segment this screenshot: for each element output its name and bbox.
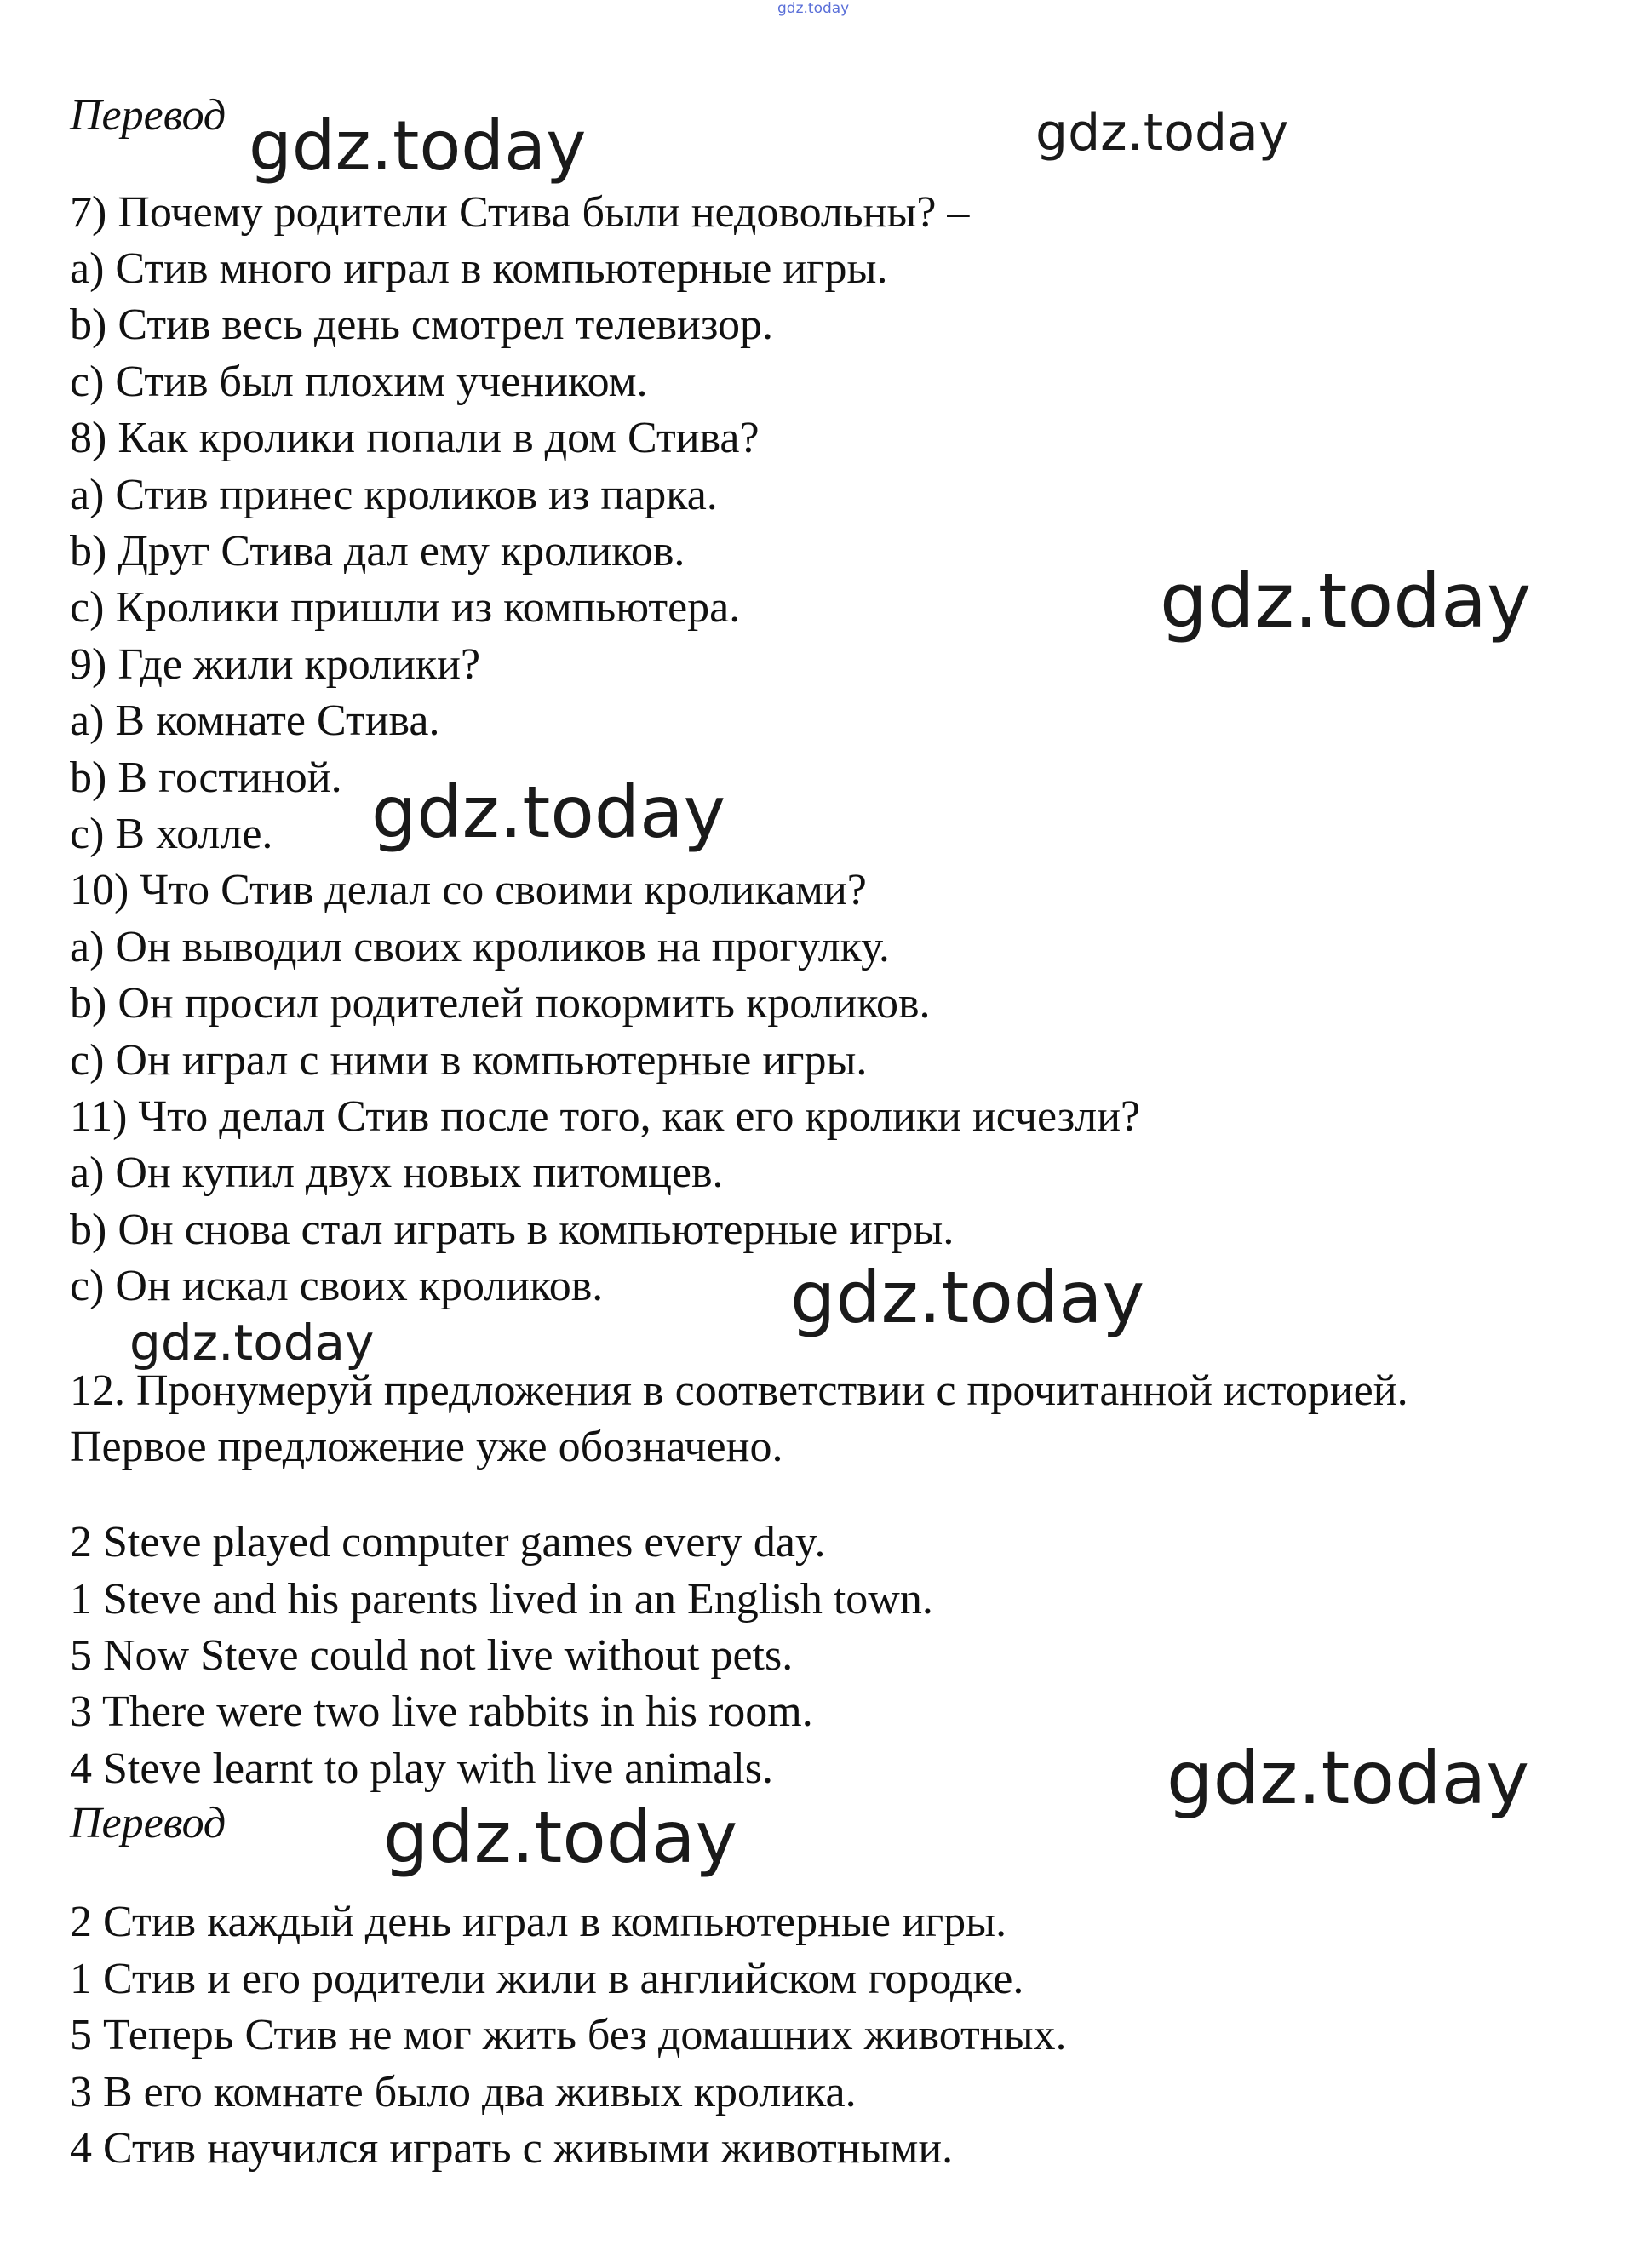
translation-sentence: 3 В его комнате было два живых кролика. [70,2068,857,2116]
answer-8b: b) Друг Стива дал ему кроликов. [70,527,685,576]
answer-10a: a) Он выводил своих кроликов на прогулку. [70,923,890,971]
watermark: gdz.today [1167,1736,1530,1821]
task-12-instruction: 12. Пронумеруй предложения в соответствии с прочитанной историей. [70,1366,1408,1415]
answer-9a: a) В комнате Стива. [70,696,440,745]
watermark: gdz.today [1160,557,1532,644]
english-sentence: 2 Steve played computer games every day. [70,1518,826,1566]
answer-10c: c) Он играл с ними в компьютерные игры. [70,1036,868,1085]
watermark: gdz.today [249,106,587,186]
translation-sentence: 2 Стив каждый день играл в компьютерные игры. [70,1898,1007,1946]
section-heading-translation-2: Перевод [70,1799,226,1847]
answer-11a: a) Он купил двух новых питомцев. [70,1148,724,1197]
task-12-instruction-cont: Первое предложение уже обозначено. [70,1423,783,1471]
watermark-top: gdz.today [777,0,850,17]
answer-7c: c) Стив был плохим учеником. [70,358,648,406]
question-8: 8) Как кролики попали в дом Стива? [70,414,760,462]
answer-8a: a) Стив принес кроликов из парка. [70,471,718,519]
watermark: gdz.today [1035,103,1289,163]
translation-sentence: 4 Стив научился играть с живыми животными. [70,2124,954,2173]
watermark: gdz.today [371,770,726,854]
question-11: 11) Что делал Стив после того, как его кролики исчезли? [70,1092,1141,1141]
answer-7a: a) Стив много играл в компьютерные игры. [70,244,888,293]
answer-9c: c) В холле. [70,810,273,858]
question-9: 9) Где жили кролики? [70,640,481,689]
english-sentence: 4 Steve learnt to play with live animals. [70,1744,774,1793]
translation-sentence: 5 Теперь Стив не мог жить без домашних животных. [70,2011,1067,2059]
english-sentence: 5 Now Steve could not live without pets. [70,1631,794,1680]
answer-11b: b) Он снова стал играть в компьютерные игры. [70,1206,955,1254]
answer-8c: c) Кролики пришли из компьютера. [70,583,741,632]
english-sentence: 1 Steve and his parents lived in an English town. [70,1575,933,1624]
answer-7b: b) Стив весь день смотрел телевизор. [70,301,774,349]
watermark: gdz.today [383,1796,738,1879]
watermark: gdz.today [790,1256,1145,1339]
translation-sentence: 1 Стив и его родители жили в английском городке. [70,1955,1024,2003]
answer-9b: b) В гостиной. [70,753,342,802]
watermark: gdz.today [129,1314,375,1372]
answer-10b: b) Он просил родителей покормить кроликов. [70,979,931,1028]
answer-11c: c) Он искал своих кроликов. [70,1262,604,1310]
section-heading-translation: Перевод [70,91,226,140]
english-sentence: 3 There were two live rabbits in his room. [70,1687,813,1736]
question-7: 7) Почему родители Стива были недовольны? – [70,188,970,237]
question-10: 10) Что Стив делал со своими кроликами? [70,866,867,914]
